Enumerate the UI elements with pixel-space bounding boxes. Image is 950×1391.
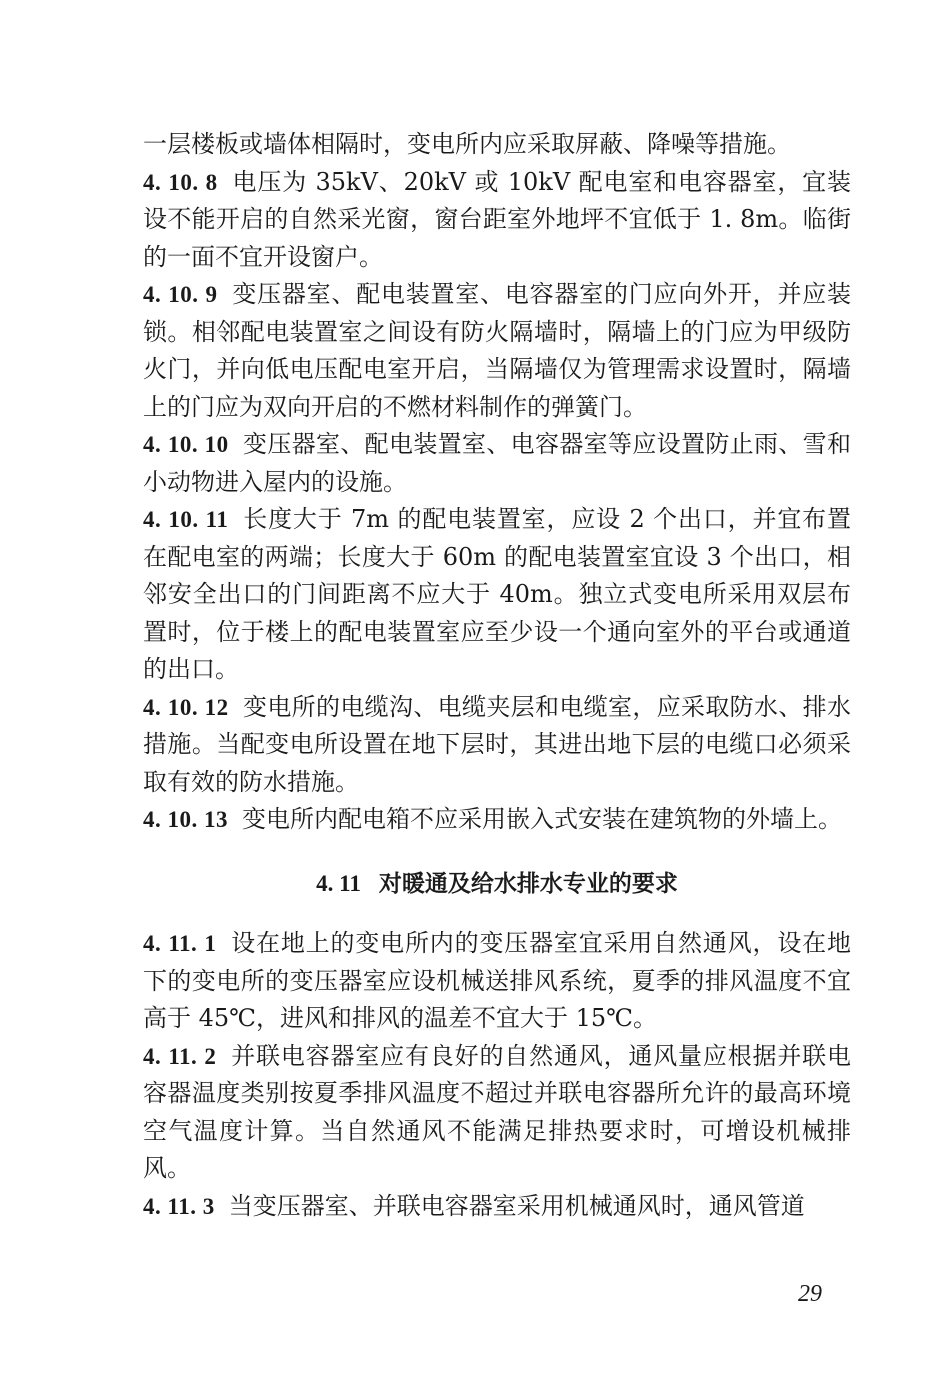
clause-number: 4. 11. 2	[143, 1043, 217, 1069]
clause-4-10-9	[143, 276, 851, 426]
clause-4-10-8	[143, 164, 851, 277]
section-heading-4-11	[143, 839, 851, 926]
page-number: 29	[798, 1281, 822, 1307]
clause-text: 并联电容器室应有良好的自然通风，通风量应根据并联电容器温度类别按夏季排风温度不超过并联电容器所允许的最高环境空气温度计算。当自然通风不能满足排热要求时，可增设机械排风。	[143, 1041, 852, 1182]
clause-text: 变压器室、配电装置室、电容器室等应设置防止雨、雪和小动物进入屋内的设施。	[143, 430, 852, 496]
page-body	[143, 126, 851, 1225]
section-number: 4. 11	[316, 870, 361, 896]
paragraph-continuation	[143, 126, 851, 164]
section-title: 对暖通及给水排水专业的要求	[378, 870, 678, 897]
clause-number: 4. 10. 10	[143, 432, 229, 457]
clause-text: 当变压器室、并联电容器室采用机械通风时，通风管道	[228, 1191, 805, 1220]
clause-text: 变电所的电缆沟、电缆夹层和电缆室，应采取防水、排水措施。当配变电所设置在地下层时，其进出地下层的电缆口必须采取有效的防水措施。	[143, 692, 852, 796]
clause-number: 4. 11. 1	[143, 931, 217, 956]
clause-text: 电压为 35kV、20kV 或 10kV 配电室和电容器室，宜装设不能开启的自然采光窗，窗台距室外地坪不宜低于 1. 8m。临街的一面不宜开设窗户。	[143, 167, 852, 271]
clause-number: 4. 10. 9	[143, 282, 218, 307]
clause-text: 变压器室、配电装置室、电容器室的门应向外开，并应装锁。相邻配电装置室之间设有防火隔墙时，隔墙上的门应为甲级防火门，并向低电压配电室开启，当隔墙仅为管理需求设置时，隔墙上的门应为双向开启的不燃材料制作的弹簧门。	[143, 280, 852, 421]
clause-4-10-12	[143, 689, 851, 802]
clause-4-11-2	[143, 1038, 851, 1188]
clause-number: 4. 10. 8	[143, 169, 218, 195]
paragraph-text: 一层楼板或墙体相隔时，变电所内应采取屏蔽、降噪等措施。	[143, 130, 791, 158]
clause-4-10-10	[143, 426, 851, 501]
clause-text: 变电所内配电箱不应采用嵌入式安装在建筑物的外墙上。	[242, 805, 842, 833]
clause-number: 4. 11. 3	[143, 1193, 215, 1219]
clause-number: 4. 10. 12	[143, 694, 229, 720]
clause-number: 4. 10. 11	[143, 507, 229, 532]
clause-4-11-1	[143, 925, 851, 1038]
clause-4-10-11	[143, 501, 851, 689]
clause-text: 长度大于 7m 的配电装置室，应设 2 个出口，并宜布置在配电室的两端；长度大于 60m 的配电装置室宜设 3 个出口，相邻安全出口的门间距离不应大于 40m。独立式变电所采用双层布置时，位于楼上的配电装置室应至少设一个通向室外的平台或通道的出口。	[143, 505, 852, 683]
clause-number: 4. 10. 13	[143, 807, 228, 832]
clause-text: 设在地上的变电所内的变压器室宜采用自然通风，设在地下的变电所的变压器室应设机械送排风系统，夏季的排风温度不宜高于 45℃，进风和排风的温差不宜大于 15℃。	[143, 929, 852, 1032]
clause-4-11-3	[143, 1188, 851, 1226]
clause-4-10-13	[143, 801, 851, 839]
